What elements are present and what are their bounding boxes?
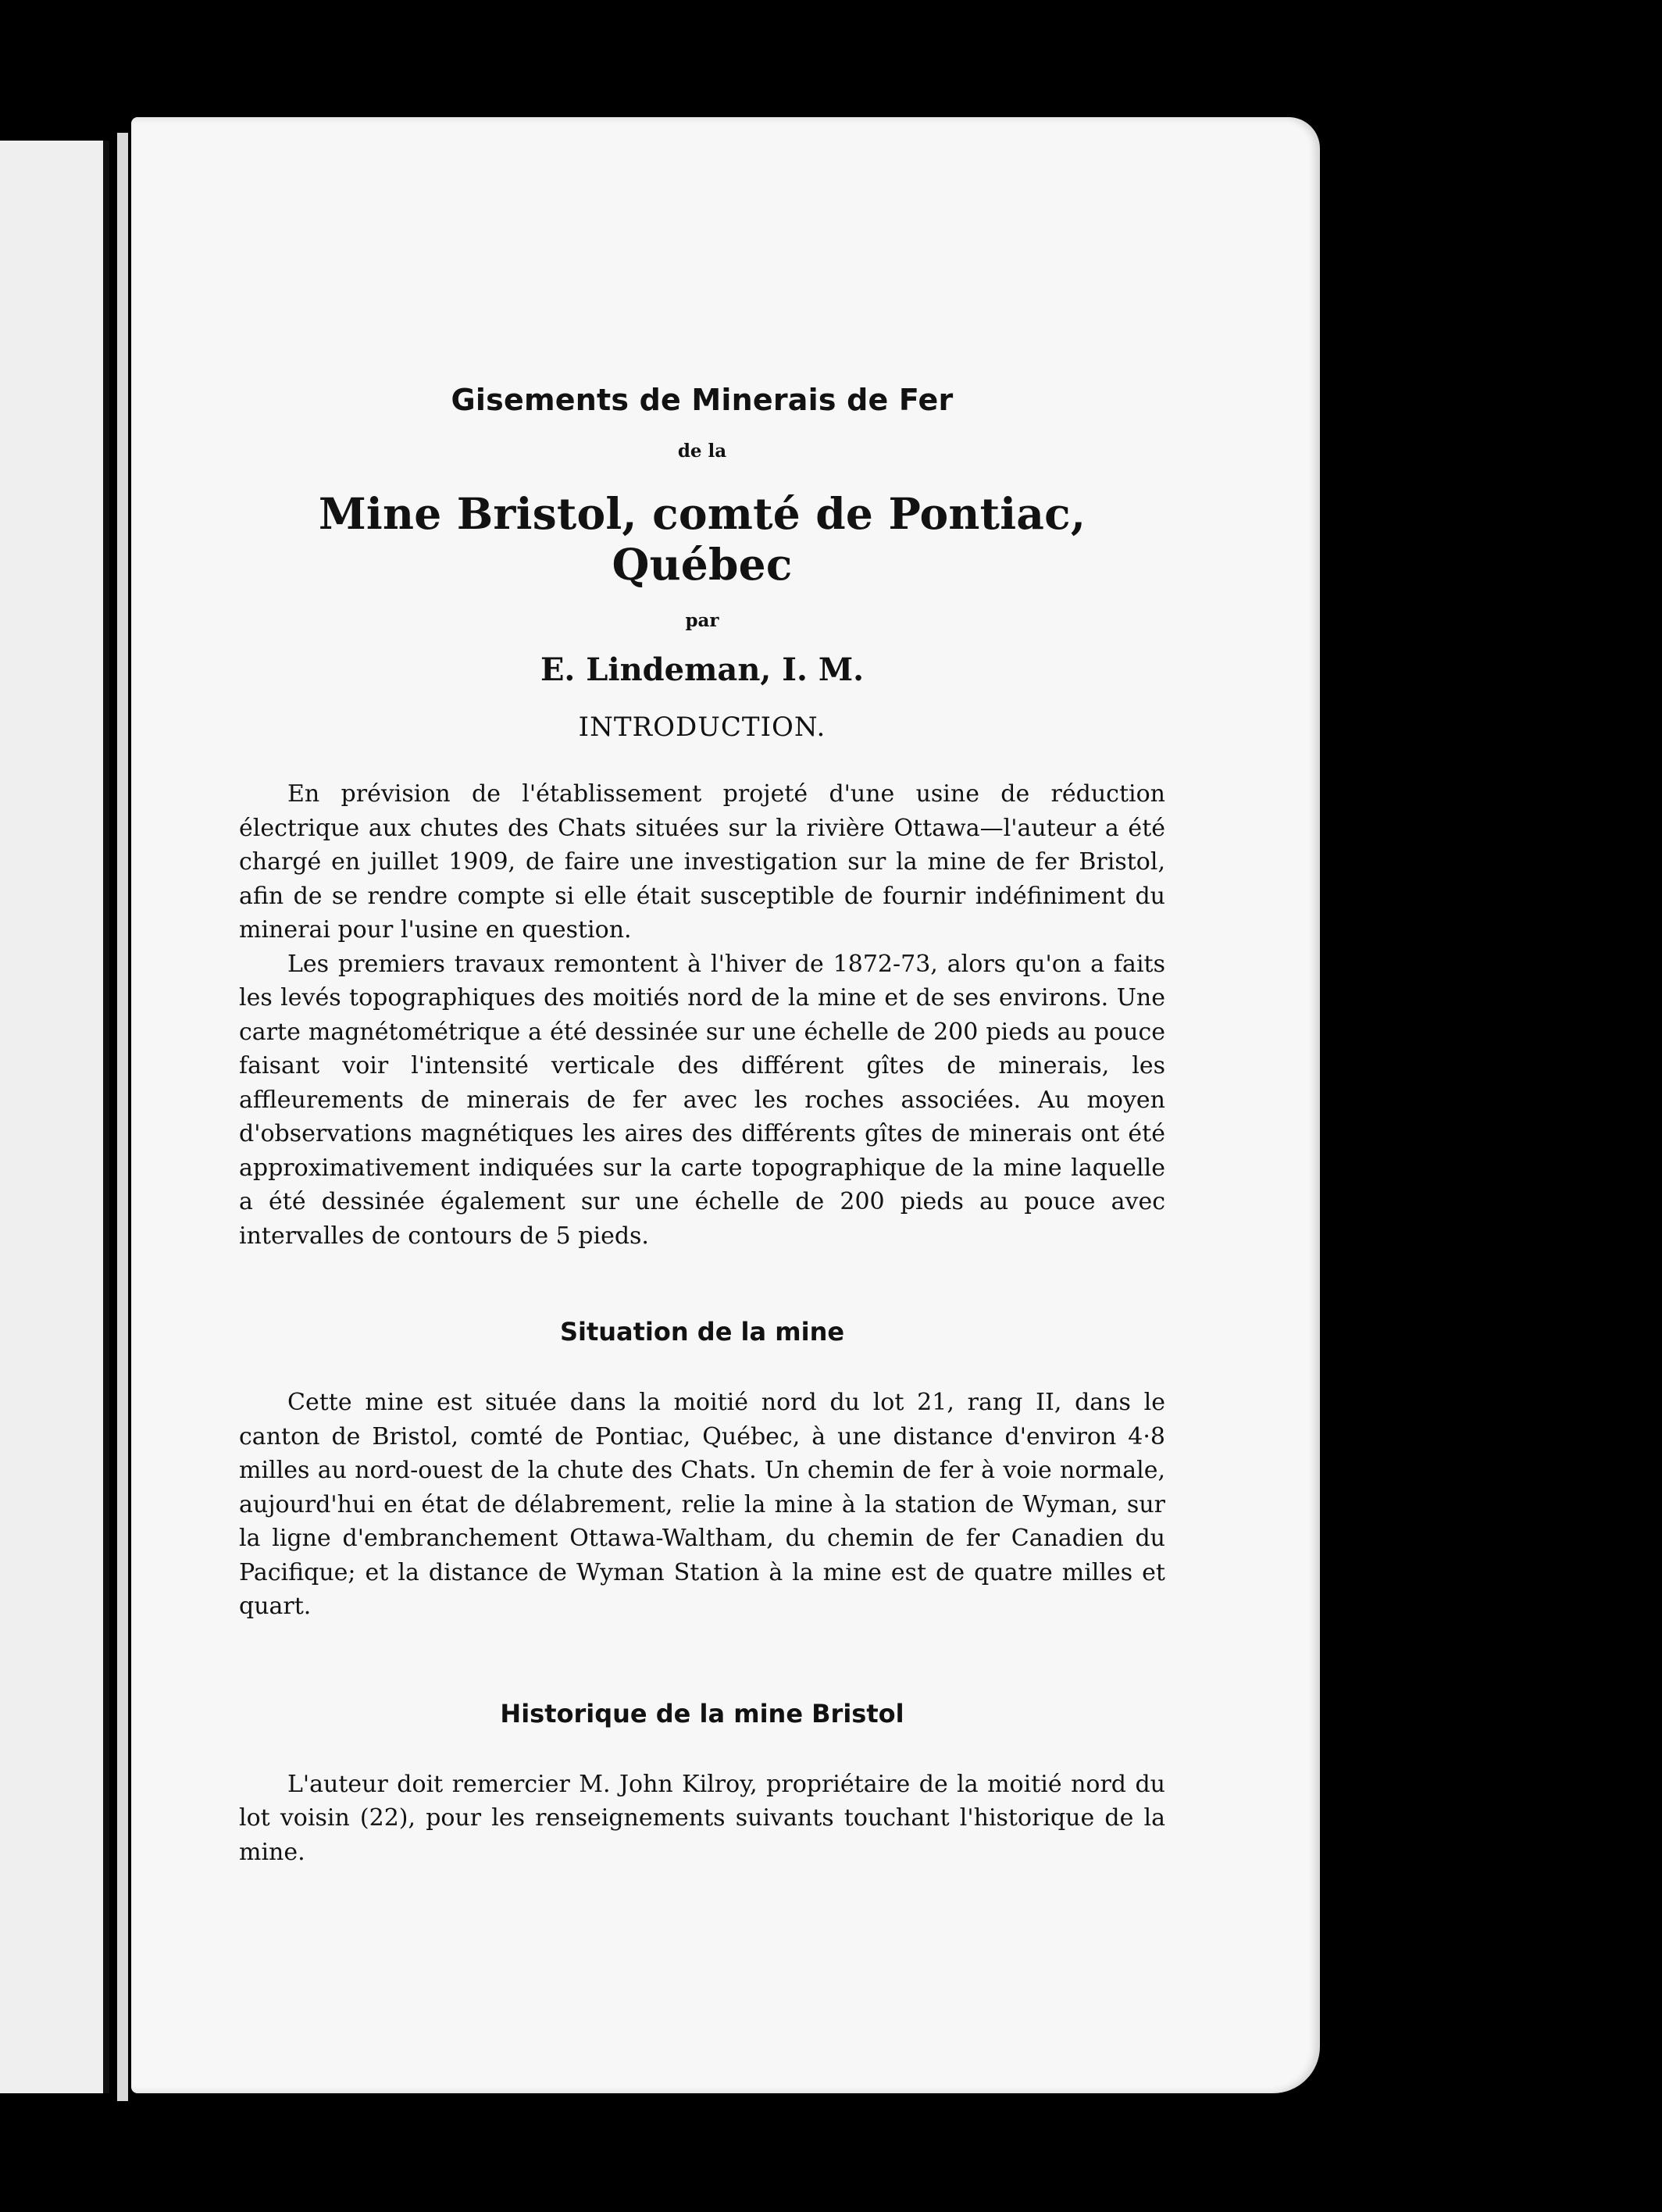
binding-gutter — [117, 133, 128, 2101]
situation-paragraph: Cette mine est située dans la moitié nord du lot 21, rang II, dans le canton de Bristol, comté de Pontiac, Québec, à une distance d'environ 4·8 milles au nord-ouest de la chute des Chats. Un chemin de fer à voie normale, aujourd'hui en état de délabrement, relie la mine à la station de Wyman, sur la ligne d'embranchement Ottawa-Waltham, du chemin de fer Canadien du Pacifique; et la distance de Wyman Station à la mine est de quatre milles et quart. — [239, 1389, 1165, 1620]
document-main-title: Mine Bristol, comté de Pontiac, Québec — [318, 488, 1086, 590]
history-heading: Historique de la mine Bristol — [500, 1698, 904, 1729]
author-name: E. Lindeman, I. M. — [540, 651, 865, 688]
title-connector: de la — [677, 441, 727, 462]
intro-paragraph-1: En prévision de l'établissement projeté d'une usine de réduction électrique aux chutes des Chats situées sur la rivière Ottawa—l'auteur a été chargé en juillet 1909, de faire une investigation sur la mine de fer Bristol, afin de se rendre compte si elle était susceptible de fournir indéfiniment du minerai pour l'usine en question. — [239, 780, 1165, 944]
byline-prefix: par — [685, 610, 719, 631]
facing-page-edge — [0, 141, 109, 2093]
document-page — [131, 117, 1320, 2093]
intro-heading: INTRODUCTION. — [578, 712, 826, 743]
page-content — [239, 383, 1165, 1869]
history-paragraph: L'auteur doit remercier M. John Kilroy, propriétaire de la moitié nord du lot voisin (22), pour les renseignements suivants touchant l'historique de la mine. — [239, 1770, 1165, 1866]
intro-paragraph-2: Les premiers travaux remontent à l'hiver de 1872-73, alors qu'on a faits les levés topographiques des moitiés nord de la mine et de ses environs. Une carte magnétométrique a été dessinée sur une échelle de 200 pieds au pouce faisant voir l'intensité verticale des différent gîtes de minerais, les affleurements de minerais de fer avec les roches associées. Au moyen d'observations magnétiques les aires des différents gîtes de minerais ont été approximativement indiquées sur la carte topographique de la mine laquelle a été dessinée également sur une échelle de 200 pieds au pouce avec intervalles de contours de 5 pieds. — [239, 950, 1165, 1250]
document-title: Gisements de Minerais de Fer — [451, 383, 954, 417]
situation-heading: Situation de la mine — [559, 1317, 845, 1347]
